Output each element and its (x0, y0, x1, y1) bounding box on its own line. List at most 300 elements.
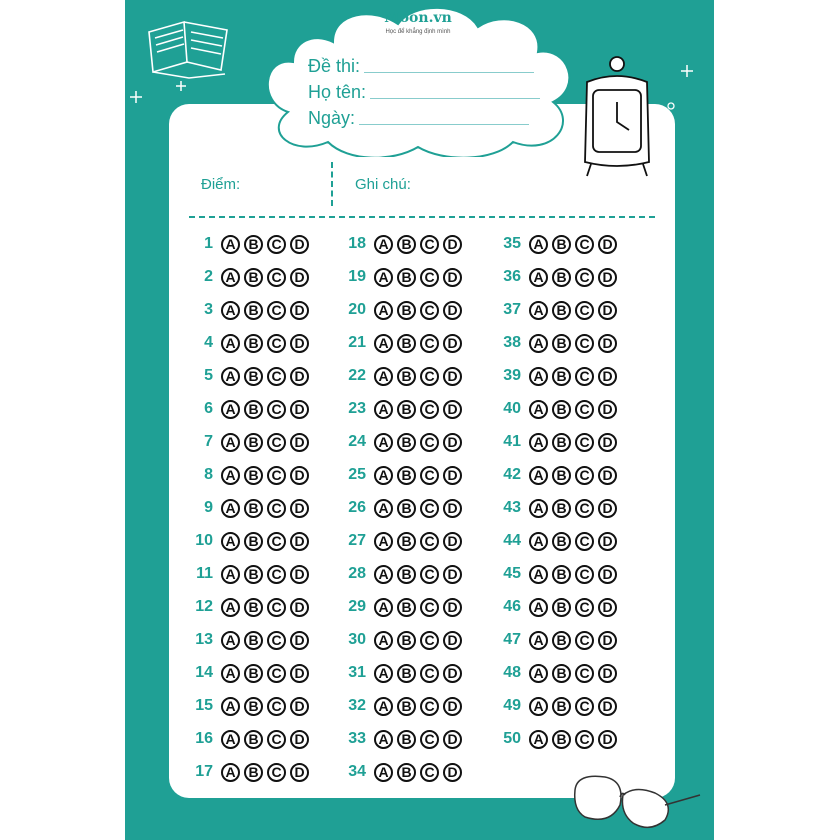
answer-bubble-d[interactable]: D (598, 565, 617, 584)
answer-bubble-c[interactable]: C (575, 400, 594, 419)
answer-bubble-b[interactable]: B (244, 466, 263, 485)
question-number: 48 (503, 664, 521, 681)
answer-bubble-a[interactable]: A (529, 598, 548, 617)
answer-bubble-c[interactable]: C (420, 466, 439, 485)
answer-bubble-b[interactable]: B (244, 598, 263, 617)
question-number: 49 (503, 697, 521, 714)
question-row (332, 694, 466, 718)
answer-bubble-b[interactable]: B (552, 631, 571, 650)
answer-bubble-d[interactable]: D (443, 499, 462, 518)
book-icon (139, 12, 234, 82)
answer-bubble-b[interactable]: B (397, 499, 416, 518)
answer-bubble-d[interactable]: D (290, 631, 309, 650)
question-row (179, 760, 313, 784)
question-number: 26 (348, 499, 366, 516)
answer-bubble-c[interactable]: C (267, 466, 286, 485)
answer-bubble-b[interactable]: B (552, 499, 571, 518)
question-row (487, 595, 621, 619)
answer-bubble-c[interactable]: C (575, 598, 594, 617)
answer-bubble-a[interactable]: A (374, 334, 393, 353)
answer-bubble-b[interactable]: B (397, 268, 416, 287)
field-label: Đề thi: (308, 56, 361, 76)
question-row (332, 265, 466, 289)
answer-bubble-b[interactable]: B (244, 532, 263, 551)
answer-bubble-b[interactable]: B (397, 532, 416, 551)
answer-bubble-c[interactable]: C (267, 565, 286, 584)
question-number: 28 (348, 565, 366, 582)
question-row (487, 727, 621, 751)
answer-bubble-d[interactable]: D (290, 598, 309, 617)
question-row (487, 364, 621, 388)
answer-bubble-a[interactable]: A (374, 301, 393, 320)
answer-bubble-c[interactable]: C (575, 268, 594, 287)
answer-bubble-d[interactable]: D (290, 532, 309, 551)
answer-bubble-d[interactable]: D (598, 466, 617, 485)
question-number: 36 (503, 268, 521, 285)
answer-bubble-c[interactable]: C (575, 235, 594, 254)
answer-bubble-a[interactable]: A (529, 367, 548, 386)
question-number: 41 (503, 433, 521, 450)
question-row (332, 661, 466, 685)
question-number: 16 (195, 730, 213, 747)
question-number: 34 (348, 763, 366, 780)
answer-bubble-c[interactable]: C (575, 466, 594, 485)
field-label: Ngày: (308, 108, 356, 128)
answer-bubble-a[interactable]: A (374, 598, 393, 617)
question-row (332, 727, 466, 751)
answer-bubble-b[interactable]: B (552, 532, 571, 551)
answer-bubble-d[interactable]: D (290, 433, 309, 452)
answer-bubble-a[interactable]: A (529, 466, 548, 485)
answer-bubble-a[interactable]: A (221, 301, 240, 320)
answer-bubble-b[interactable]: B (552, 730, 571, 749)
answer-bubble-b[interactable]: B (552, 433, 571, 452)
answer-bubble-d[interactable]: D (443, 433, 462, 452)
answer-bubble-d[interactable]: D (290, 400, 309, 419)
answer-bubble-d[interactable]: D (443, 598, 462, 617)
input-line[interactable] (370, 97, 540, 99)
answer-bubble-a[interactable]: A (374, 367, 393, 386)
name-field (308, 82, 540, 103)
answer-bubble-d[interactable]: D (443, 532, 462, 551)
answer-bubble-b[interactable]: B (552, 301, 571, 320)
question-number: 8 (204, 466, 213, 483)
answer-bubble-d[interactable]: D (290, 268, 309, 287)
answer-bubble-c[interactable]: C (420, 631, 439, 650)
answer-bubble-b[interactable]: B (397, 697, 416, 716)
answer-bubble-a[interactable]: A (529, 235, 548, 254)
answer-bubble-b[interactable]: B (397, 301, 416, 320)
answer-bubble-c[interactable]: C (267, 697, 286, 716)
question-row (332, 298, 466, 322)
answer-bubble-d[interactable]: D (598, 268, 617, 287)
answer-bubble-c[interactable]: C (575, 730, 594, 749)
question-row (487, 694, 621, 718)
question-row (179, 265, 313, 289)
answer-bubble-c[interactable]: C (420, 301, 439, 320)
divider (189, 216, 655, 218)
question-row (487, 265, 621, 289)
answer-bubble-c[interactable]: C (575, 433, 594, 452)
question-number: 37 (503, 301, 521, 318)
answer-bubble-b[interactable]: B (244, 301, 263, 320)
answer-bubble-c[interactable]: C (267, 334, 286, 353)
question-row (332, 529, 466, 553)
answer-bubble-c[interactable]: C (420, 235, 439, 254)
answer-bubble-b[interactable]: B (397, 400, 416, 419)
question-number: 12 (195, 598, 213, 615)
answer-bubble-a[interactable]: A (374, 499, 393, 518)
question-number: 45 (503, 565, 521, 582)
answer-bubble-a[interactable]: A (221, 400, 240, 419)
answer-bubble-b[interactable]: B (552, 565, 571, 584)
answer-bubble-d[interactable]: D (598, 367, 617, 386)
answer-bubble-a[interactable]: A (221, 598, 240, 617)
answer-bubble-b[interactable]: B (552, 598, 571, 617)
answer-bubble-d[interactable]: D (443, 730, 462, 749)
question-number: 29 (348, 598, 366, 615)
answer-bubble-b[interactable]: B (397, 631, 416, 650)
question-number: 47 (503, 631, 521, 648)
answer-bubble-c[interactable]: C (267, 763, 286, 782)
sparkle-icon (175, 80, 187, 92)
answer-bubble-b[interactable]: B (552, 268, 571, 287)
question-row (332, 331, 466, 355)
note-label: Ghi chú: (355, 176, 411, 193)
answer-bubble-a[interactable]: A (221, 697, 240, 716)
answer-bubble-b[interactable]: B (244, 367, 263, 386)
answer-bubble-a[interactable]: A (221, 466, 240, 485)
question-row (487, 397, 621, 421)
answer-bubble-d[interactable]: D (598, 499, 617, 518)
answer-bubble-d[interactable]: D (443, 367, 462, 386)
question-number: 11 (196, 565, 213, 582)
brand-logo: Moon.vn (384, 10, 452, 26)
question-row (179, 496, 313, 520)
answer-bubble-d[interactable]: D (443, 763, 462, 782)
answer-bubble-d[interactable]: D (598, 334, 617, 353)
answer-bubble-c[interactable]: C (267, 532, 286, 551)
answer-bubble-c[interactable]: C (420, 334, 439, 353)
question-number: 39 (503, 367, 521, 384)
answer-bubble-b[interactable]: B (244, 334, 263, 353)
answer-bubble-a[interactable]: A (221, 499, 240, 518)
question-number: 40 (503, 400, 521, 417)
answer-bubble-d[interactable]: D (598, 598, 617, 617)
answer-bubble-d[interactable]: D (290, 367, 309, 386)
answer-bubble-d[interactable]: D (290, 763, 309, 782)
question-number: 19 (348, 268, 366, 285)
answer-bubble-d[interactable]: D (443, 301, 462, 320)
answer-bubble-c[interactable]: C (420, 763, 439, 782)
question-number: 2 (204, 268, 213, 285)
answer-bubble-b[interactable]: B (397, 466, 416, 485)
question-number: 9 (204, 499, 213, 516)
answer-bubble-a[interactable]: A (529, 400, 548, 419)
answer-bubble-b[interactable]: B (552, 400, 571, 419)
answer-bubble-a[interactable]: A (221, 334, 240, 353)
answer-bubble-c[interactable]: C (267, 367, 286, 386)
answer-bubble-b[interactable]: B (244, 235, 263, 254)
question-row (179, 397, 313, 421)
answer-bubble-c[interactable]: C (420, 400, 439, 419)
question-row (487, 562, 621, 586)
answer-bubble-a[interactable]: A (374, 235, 393, 254)
question-number: 46 (503, 598, 521, 615)
answer-bubble-d[interactable]: D (443, 565, 462, 584)
answer-bubble-a[interactable]: A (529, 631, 548, 650)
question-row (332, 430, 466, 454)
answer-bubble-a[interactable]: A (529, 730, 548, 749)
answer-bubble-c[interactable]: C (420, 499, 439, 518)
answer-bubble-a[interactable]: A (374, 730, 393, 749)
question-row (487, 298, 621, 322)
answer-bubble-b[interactable]: B (244, 268, 263, 287)
answer-bubble-c[interactable]: C (267, 235, 286, 254)
answer-bubble-b[interactable]: B (397, 433, 416, 452)
answer-bubble-a[interactable]: A (221, 730, 240, 749)
answer-bubble-c[interactable]: C (420, 664, 439, 683)
question-row (179, 661, 313, 685)
question-number: 24 (348, 433, 366, 450)
answer-bubble-c[interactable]: C (575, 499, 594, 518)
question-number: 4 (204, 334, 213, 351)
answer-bubble-a[interactable]: A (374, 763, 393, 782)
answer-bubble-c[interactable]: C (575, 631, 594, 650)
answer-bubble-b[interactable]: B (397, 367, 416, 386)
answer-bubble-d[interactable]: D (443, 235, 462, 254)
answer-bubble-a[interactable]: A (221, 763, 240, 782)
answer-bubble-a[interactable]: A (374, 466, 393, 485)
answer-bubble-c[interactable]: C (267, 598, 286, 617)
answer-bubble-d[interactable]: D (598, 235, 617, 254)
question-number: 20 (348, 301, 366, 318)
answer-bubble-c[interactable]: C (267, 433, 286, 452)
answer-bubble-a[interactable]: A (374, 631, 393, 650)
question-row (487, 463, 621, 487)
answer-bubble-b[interactable]: B (244, 697, 263, 716)
answer-bubble-a[interactable]: A (529, 664, 548, 683)
answer-bubble-a[interactable]: A (529, 499, 548, 518)
question-number: 30 (348, 631, 366, 648)
answer-bubble-c[interactable]: C (575, 301, 594, 320)
answer-bubble-d[interactable]: D (290, 565, 309, 584)
question-row (332, 562, 466, 586)
answer-bubble-d[interactable]: D (290, 730, 309, 749)
question-number: 31 (348, 664, 366, 681)
input-line[interactable] (359, 123, 529, 125)
question-row (332, 364, 466, 388)
answer-bubble-b[interactable]: B (244, 664, 263, 683)
answer-bubble-d[interactable]: D (443, 466, 462, 485)
answer-bubble-a[interactable]: A (374, 532, 393, 551)
answer-bubble-d[interactable]: D (443, 334, 462, 353)
answer-bubble-c[interactable]: C (420, 367, 439, 386)
sparkle-icon (129, 90, 143, 104)
answer-bubble-d[interactable]: D (443, 697, 462, 716)
question-number: 33 (348, 730, 366, 747)
question-row (332, 232, 466, 256)
question-number: 23 (348, 400, 366, 417)
answer-bubble-a[interactable]: A (221, 664, 240, 683)
answer-bubble-d[interactable]: D (598, 301, 617, 320)
answer-bubble-d[interactable]: D (290, 499, 309, 518)
answer-bubble-c[interactable]: C (267, 631, 286, 650)
question-row (487, 232, 621, 256)
question-number: 44 (503, 532, 521, 549)
answer-bubble-c[interactable]: C (420, 565, 439, 584)
answer-bubble-a[interactable]: A (529, 268, 548, 287)
answer-bubble-c[interactable]: C (420, 532, 439, 551)
answer-bubble-a[interactable]: A (529, 334, 548, 353)
answer-bubble-c[interactable]: C (575, 565, 594, 584)
answer-bubble-c[interactable]: C (420, 433, 439, 452)
answer-bubble-c[interactable]: C (267, 499, 286, 518)
answer-bubble-c[interactable]: C (420, 268, 439, 287)
answer-bubble-c[interactable]: C (420, 697, 439, 716)
answer-bubble-c[interactable]: C (420, 730, 439, 749)
answer-bubble-a[interactable]: A (529, 301, 548, 320)
answer-bubble-c[interactable]: C (575, 697, 594, 716)
answer-bubble-b[interactable]: B (552, 334, 571, 353)
answer-bubble-a[interactable]: A (221, 268, 240, 287)
question-row (179, 232, 313, 256)
answer-bubble-c[interactable]: C (267, 400, 286, 419)
answer-bubble-c[interactable]: C (267, 268, 286, 287)
question-number: 6 (204, 400, 213, 417)
answer-bubble-a[interactable]: A (374, 697, 393, 716)
answer-bubble-a[interactable]: A (221, 235, 240, 254)
question-row (179, 628, 313, 652)
question-row (332, 628, 466, 652)
answer-bubble-b[interactable]: B (397, 763, 416, 782)
answer-bubble-d[interactable]: D (598, 631, 617, 650)
question-row (179, 430, 313, 454)
answer-bubble-a[interactable]: A (529, 433, 548, 452)
answer-bubble-c[interactable]: C (267, 301, 286, 320)
question-row (179, 298, 313, 322)
answer-bubble-d[interactable]: D (290, 466, 309, 485)
question-number: 42 (503, 466, 521, 483)
question-row (179, 595, 313, 619)
answer-bubble-c[interactable]: C (420, 598, 439, 617)
answer-bubble-a[interactable]: A (221, 631, 240, 650)
answer-bubble-b[interactable]: B (397, 664, 416, 683)
input-line[interactable] (364, 71, 534, 73)
answer-bubble-c[interactable]: C (267, 730, 286, 749)
answer-bubble-b[interactable]: B (244, 631, 263, 650)
answer-bubble-d[interactable]: D (598, 664, 617, 683)
question-row (332, 463, 466, 487)
score-label: Điểm: (201, 176, 241, 193)
answer-bubble-b[interactable]: B (244, 499, 263, 518)
answer-bubble-b[interactable]: B (552, 664, 571, 683)
answer-bubble-a[interactable]: A (221, 532, 240, 551)
answer-bubble-c[interactable]: C (575, 334, 594, 353)
answer-bubble-d[interactable]: D (443, 268, 462, 287)
answer-bubble-b[interactable]: B (397, 598, 416, 617)
answer-bubble-d[interactable]: D (443, 631, 462, 650)
question-row (487, 628, 621, 652)
answer-bubble-b[interactable]: B (552, 697, 571, 716)
answer-bubble-d[interactable]: D (598, 400, 617, 419)
divider (331, 162, 333, 206)
answer-bubble-d[interactable]: D (598, 697, 617, 716)
answer-bubble-a[interactable]: A (374, 664, 393, 683)
answer-bubble-b[interactable]: B (244, 565, 263, 584)
answer-bubble-d[interactable]: D (290, 235, 309, 254)
answer-bubble-b[interactable]: B (552, 466, 571, 485)
answer-bubble-b[interactable]: B (244, 400, 263, 419)
answer-bubble-b[interactable]: B (397, 730, 416, 749)
answer-bubble-d[interactable]: D (290, 301, 309, 320)
question-number: 3 (204, 301, 213, 318)
question-row (332, 397, 466, 421)
question-row (332, 595, 466, 619)
answer-bubble-a[interactable]: A (374, 268, 393, 287)
answer-bubble-a[interactable]: A (374, 400, 393, 419)
answer-bubble-d[interactable]: D (290, 697, 309, 716)
answer-bubble-a[interactable]: A (529, 565, 548, 584)
answer-bubble-c[interactable]: C (575, 367, 594, 386)
answer-bubble-a[interactable]: A (374, 565, 393, 584)
answer-bubble-d[interactable]: D (598, 730, 617, 749)
answer-bubble-b[interactable]: B (397, 565, 416, 584)
answer-bubble-d[interactable]: D (443, 400, 462, 419)
question-number: 38 (503, 334, 521, 351)
answer-panel (169, 104, 675, 798)
clock-icon (577, 52, 657, 182)
answer-bubble-a[interactable]: A (529, 532, 548, 551)
answer-bubble-b[interactable]: B (244, 730, 263, 749)
question-row (487, 430, 621, 454)
answer-bubble-b[interactable]: B (552, 235, 571, 254)
answer-bubble-d[interactable]: D (290, 334, 309, 353)
exam-field (308, 56, 534, 77)
question-number: 5 (204, 367, 213, 384)
answer-bubble-a[interactable]: A (221, 433, 240, 452)
question-number: 27 (348, 532, 366, 549)
answer-bubble-b[interactable]: B (244, 763, 263, 782)
answer-bubble-d[interactable]: D (443, 664, 462, 683)
answer-bubble-d[interactable]: D (290, 664, 309, 683)
answer-bubble-a[interactable]: A (529, 697, 548, 716)
question-row (179, 694, 313, 718)
answer-bubble-a[interactable]: A (221, 565, 240, 584)
question-row (487, 331, 621, 355)
answer-bubble-c[interactable]: C (575, 532, 594, 551)
question-number: 14 (195, 664, 213, 681)
question-number: 17 (195, 763, 213, 780)
answer-bubble-b[interactable]: B (552, 367, 571, 386)
answer-bubble-b[interactable]: B (397, 334, 416, 353)
answer-bubble-d[interactable]: D (598, 532, 617, 551)
answer-bubble-d[interactable]: D (598, 433, 617, 452)
question-number: 22 (348, 367, 366, 384)
answer-bubble-b[interactable]: B (244, 433, 263, 452)
brand-tagline: Học để khẳng định mình (385, 29, 451, 35)
question-row (179, 331, 313, 355)
question-number: 7 (204, 433, 213, 450)
answer-bubble-a[interactable]: A (221, 367, 240, 386)
question-row (179, 364, 313, 388)
answer-bubble-c[interactable]: C (575, 664, 594, 683)
answer-bubble-c[interactable]: C (267, 664, 286, 683)
question-row (487, 529, 621, 553)
answer-bubble-a[interactable]: A (374, 433, 393, 452)
date-field (308, 108, 529, 129)
answer-bubble-b[interactable]: B (397, 235, 416, 254)
